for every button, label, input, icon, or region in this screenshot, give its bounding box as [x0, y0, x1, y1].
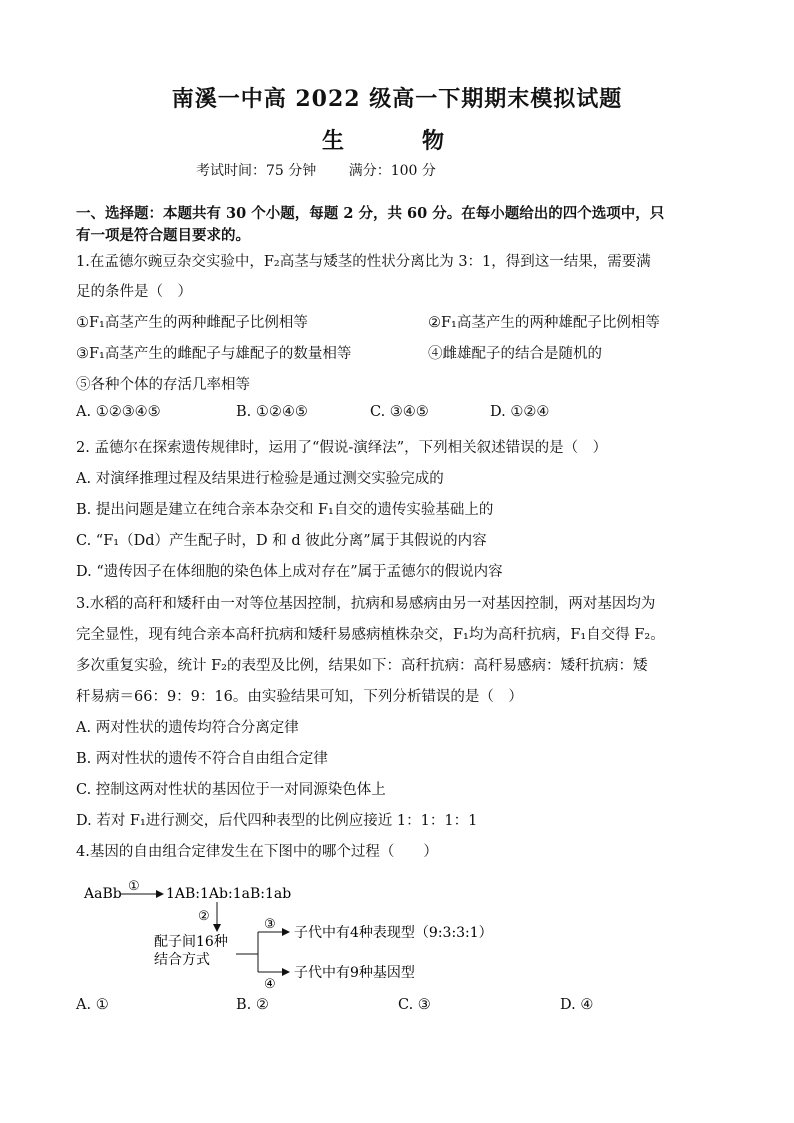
q1-option-d: D. ①②④ — [490, 404, 550, 420]
q1-option-c: C. ③④⑤ — [370, 404, 429, 420]
diagram-gametes: 1AB:1Ab:1aB:1ab — [166, 886, 292, 902]
q1-stem-line1: 1.在孟德尔豌豆杂交实验中，F₂高茎与矮茎的性状分离比为 3：1，得到这一结果，需要满 — [76, 254, 651, 270]
q3-stem-line2: 完全显性，现有纯合亲本高秆抗病和矮秆易感病植株杂交，F₁均为高秆抗病，F₁自交得 F₂。 — [76, 627, 665, 643]
exam-subject: 生 物 — [321, 128, 472, 154]
diagram-step-3: ③ — [264, 917, 276, 932]
diagram-result-3: 子代中有4种表现型（9:3:3:1） — [294, 925, 493, 941]
q2-option-c: C. “F₁（Dd）产生配子时，D 和 d 彼此分离”属于其假说的内容 — [76, 533, 487, 549]
q3-stem-line1: 3.水稻的高秆和矮秆由一对等位基因控制，抗病和易感病由另一对基因控制，两对基因均为 — [76, 596, 656, 612]
q3-option-d: D. 若对 F₁进行测交，后代四种表型的比例应接近 1：1：1：1 — [76, 813, 478, 829]
q2-stem: 2. 孟德尔在探索遗传规律时，运用了“假说-演绎法”，下列相关叙述错误的是（ ） — [76, 440, 608, 456]
diagram-combo-line2: 结合方式 — [154, 952, 210, 968]
diagram-arrowhead-4 — [282, 968, 290, 976]
q4-option-b: B. ② — [236, 997, 269, 1013]
q2-option-d: D. “遗传因子在体细胞的染色体上成对存在”属于孟德尔的假说内容 — [76, 564, 503, 580]
q2-option-b: B. 提出问题是建立在纯合亲本杂交和 F₁自交的遗传实验基础上的 — [76, 502, 494, 518]
diagram-combo-line1: 配子间16种 — [154, 934, 228, 950]
q1-option-a: A. ①②③④⑤ — [76, 404, 161, 420]
diagram-arrowhead-2 — [213, 924, 221, 932]
q3-option-b: B. 两对性状的遗传不符合自由组合定律 — [76, 751, 328, 767]
q1-condition-5: ⑤各种个体的存活几率相等 — [76, 377, 250, 393]
diagram-step-4: ④ — [264, 977, 276, 992]
diagram-arrowhead-3 — [282, 928, 290, 936]
q3-option-c: C. 控制这两对性状的基因位于一对同源染色体上 — [76, 782, 386, 798]
q4-option-c: C. ③ — [398, 997, 431, 1013]
section-heading-line1: 一、选择题：本题共有 30 个小题，每题 2 分，共 60 分。在每小题给出的四个选项中，只 — [76, 205, 665, 222]
exam-title: 南溪一中高 2022 级高一下期期末模拟试题 — [171, 86, 623, 112]
q1-condition-1: ①F₁高茎产生的两种雌配子比例相等 — [76, 315, 308, 331]
diagram-result-4: 子代中有9种基因型 — [294, 965, 415, 981]
exam-info — [196, 160, 436, 180]
gene-diagram — [76, 872, 536, 992]
q2-option-a: A. 对演绎推理过程及结果进行检验是通过测交实验完成的 — [76, 471, 444, 487]
q4-option-a: A. ① — [76, 997, 109, 1013]
exam-score: 满分：100 分 — [348, 163, 436, 179]
q1-stem-line2: 足的条件是（ ） — [76, 284, 192, 300]
diagram-parent: AaBb — [84, 886, 122, 902]
q1-option-b: B. ①②④⑤ — [236, 404, 308, 420]
q1-condition-3: ③F₁高茎产生的雌配子与雄配子的数量相等 — [76, 346, 352, 362]
diagram-arrowhead-1 — [156, 890, 164, 898]
q3-option-a: A. 两对性状的遗传均符合分离定律 — [76, 720, 299, 736]
diagram-step-1: ① — [128, 879, 140, 894]
diagram-step-2: ② — [198, 909, 210, 924]
q3-stem-line3: 多次重复实验，统计 F₂的表型及比例，结果如下：高秆抗病：高秆易感病：矮秆抗病：矮 — [76, 658, 648, 674]
q4-option-d: D. ④ — [560, 997, 594, 1013]
section-heading-line2: 有一项是符合题目要求的。 — [76, 227, 250, 244]
q3-stem-line4: 秆易病＝66：9：9：16。由实验结果可知，下列分析错误的是（ ） — [76, 689, 523, 705]
q1-condition-2: ②F₁高茎产生的两种雄配子比例相等 — [428, 315, 660, 331]
exam-time: 考试时间：75 分钟 — [196, 163, 317, 179]
q4-stem: 4.基因的自由组合定律发生在下图中的哪个过程（ ） — [76, 844, 438, 860]
q1-condition-4: ④雌雄配子的结合是随机的 — [428, 346, 602, 362]
